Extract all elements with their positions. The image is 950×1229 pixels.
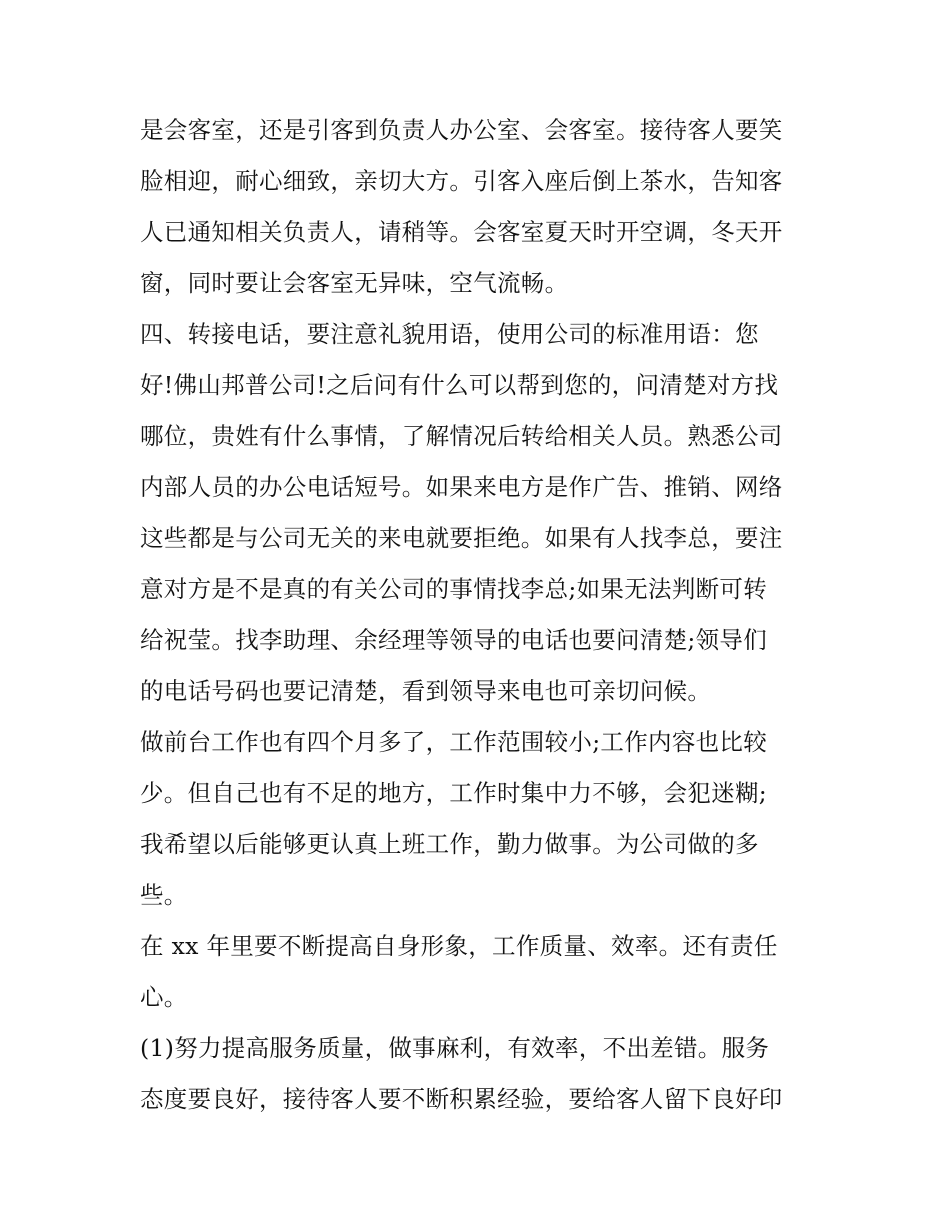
text-line: 人已通知相关负责人，请稍等。会客室夏天时开空调，冬天开 — [140, 218, 783, 246]
text-line: 意对方是不是真的有关公司的事情找李总;如果无法判断可转 — [140, 575, 768, 603]
text-line: 心。 — [140, 983, 188, 1011]
text-line: 脸相迎，耐心细致，亲切大方。引客入座后倒上茶水，告知客 — [140, 167, 783, 195]
text-line: 四、转接电话，要注意礼貌用语，使用公司的标准用语：您 — [140, 320, 759, 348]
text-line: 这些都是与公司无关的来电就要拒绝。如果有人找李总，要注 — [140, 524, 783, 552]
text-line: 给祝莹。找李助理、余经理等领导的电话也要问清楚;领导们 — [140, 626, 768, 654]
text-line: 做前台工作也有四个月多了，工作范围较小;工作内容也比较 — [140, 728, 768, 756]
text-line: 我希望以后能够更认真上班工作，勤力做事。为公司做的多 — [140, 830, 759, 858]
text-line: 哪位，贵姓有什么事情，了解情况后转给相关人员。熟悉公司 — [140, 422, 783, 450]
text-line: 内部人员的办公电话短号。如果来电方是作广告、推销、网络 — [140, 473, 783, 501]
document-body — [140, 105, 820, 1125]
text-line: 窗，同时要让会客室无异味，空气流畅。 — [140, 269, 569, 297]
text-line: 少。但自己也有不足的地方，工作时集中力不够，会犯迷糊; — [140, 779, 768, 807]
text-line: 的电话号码也要记清楚，看到领导来电也可亲切问候。 — [140, 677, 712, 705]
text-line: (1)努力提高服务质量，做事麻利，有效率，不出差错。服务 — [140, 1034, 770, 1062]
text-line: 态度要良好，接待客人要不断积累经验，要给客人留下良好印 — [140, 1085, 783, 1113]
text-line: 是会客室，还是引客到负责人办公室、会客室。接待客人要笑 — [140, 116, 783, 144]
text-line: 在 xx 年里要不断提高自身形象，工作质量、效率。还有责任 — [140, 932, 778, 960]
text-line: 好!佛山邦普公司!之后问有什么可以帮到您的，问清楚对方找 — [140, 371, 779, 399]
text-line: 些。 — [140, 881, 188, 909]
